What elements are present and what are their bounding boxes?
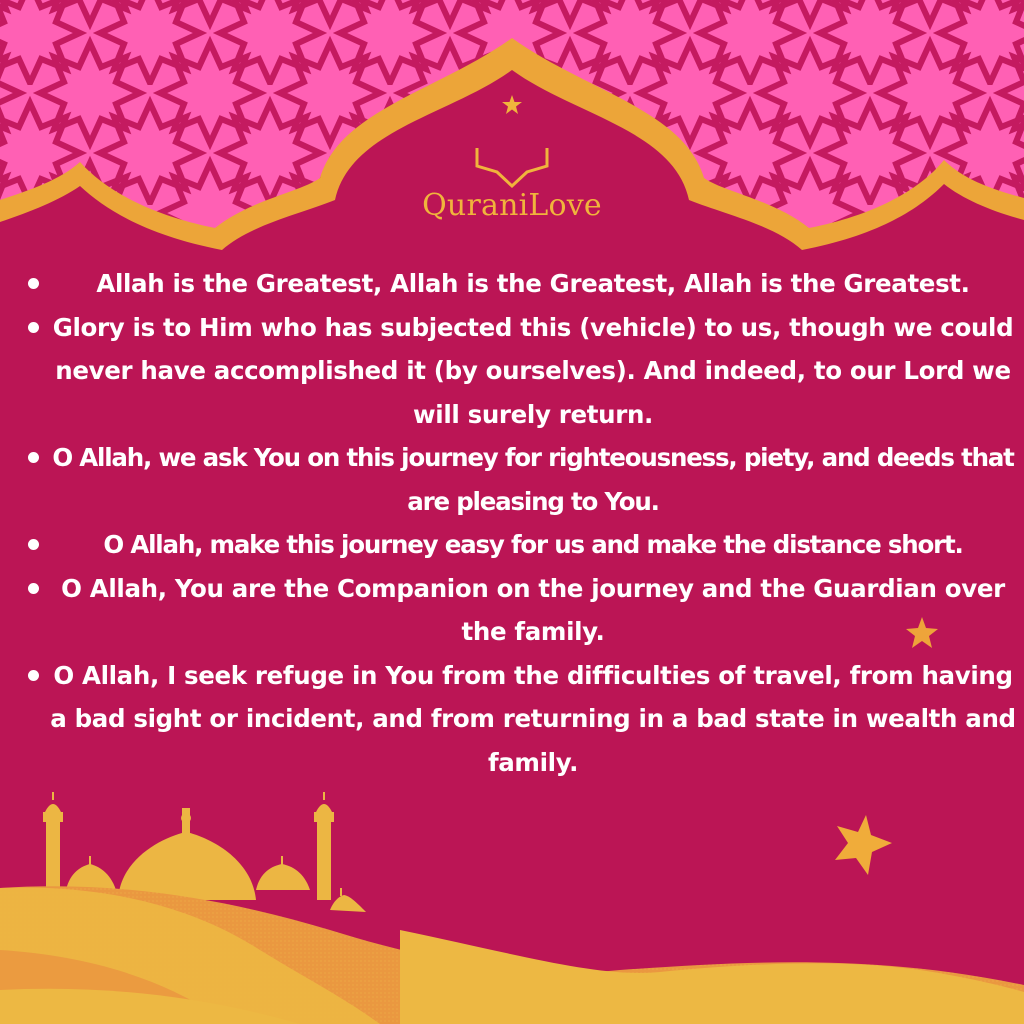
brand-name: QuraniLove bbox=[422, 188, 602, 223]
dua-text: Allah is the Greatest, Allah is the Greatest, Allah is the Greatest. bbox=[96, 269, 970, 298]
bullet-icon bbox=[28, 452, 39, 463]
bullet-icon bbox=[28, 322, 39, 333]
dua-text: O Allah, we ask You on this journey for righteousness, piety, and deeds that are pleasing to You. bbox=[52, 443, 1014, 516]
travel-dua-list bbox=[14, 262, 1020, 784]
crescent-star-open-book-icon bbox=[467, 92, 557, 192]
list-item bbox=[14, 523, 1020, 567]
list-item bbox=[14, 436, 1020, 523]
dua-text: O Allah, make this journey easy for us and make the distance short. bbox=[103, 530, 963, 559]
dua-text: O Allah, You are the Companion on the journey and the Guardian over the family. bbox=[61, 573, 1005, 646]
bullet-icon bbox=[28, 583, 39, 594]
bullet-icon bbox=[28, 670, 39, 681]
dua-text: Glory is to Him who has subjected this (vehicle) to us, though we could never have accomplished it (by ourselves). And indeed, to our Lord we will surely return. bbox=[52, 312, 1014, 429]
list-item bbox=[14, 262, 1020, 306]
list-item bbox=[14, 654, 1020, 785]
brand-logo bbox=[0, 92, 1024, 196]
dua-text: O Allah, I seek refuge in You from the difficulties of travel, from having a bad sight or incident, and from returning in a bad state in wealth and family. bbox=[50, 660, 1016, 777]
list-item bbox=[14, 306, 1020, 437]
bullet-icon bbox=[28, 278, 39, 289]
bullet-icon bbox=[28, 539, 39, 550]
list-item bbox=[14, 567, 1020, 654]
